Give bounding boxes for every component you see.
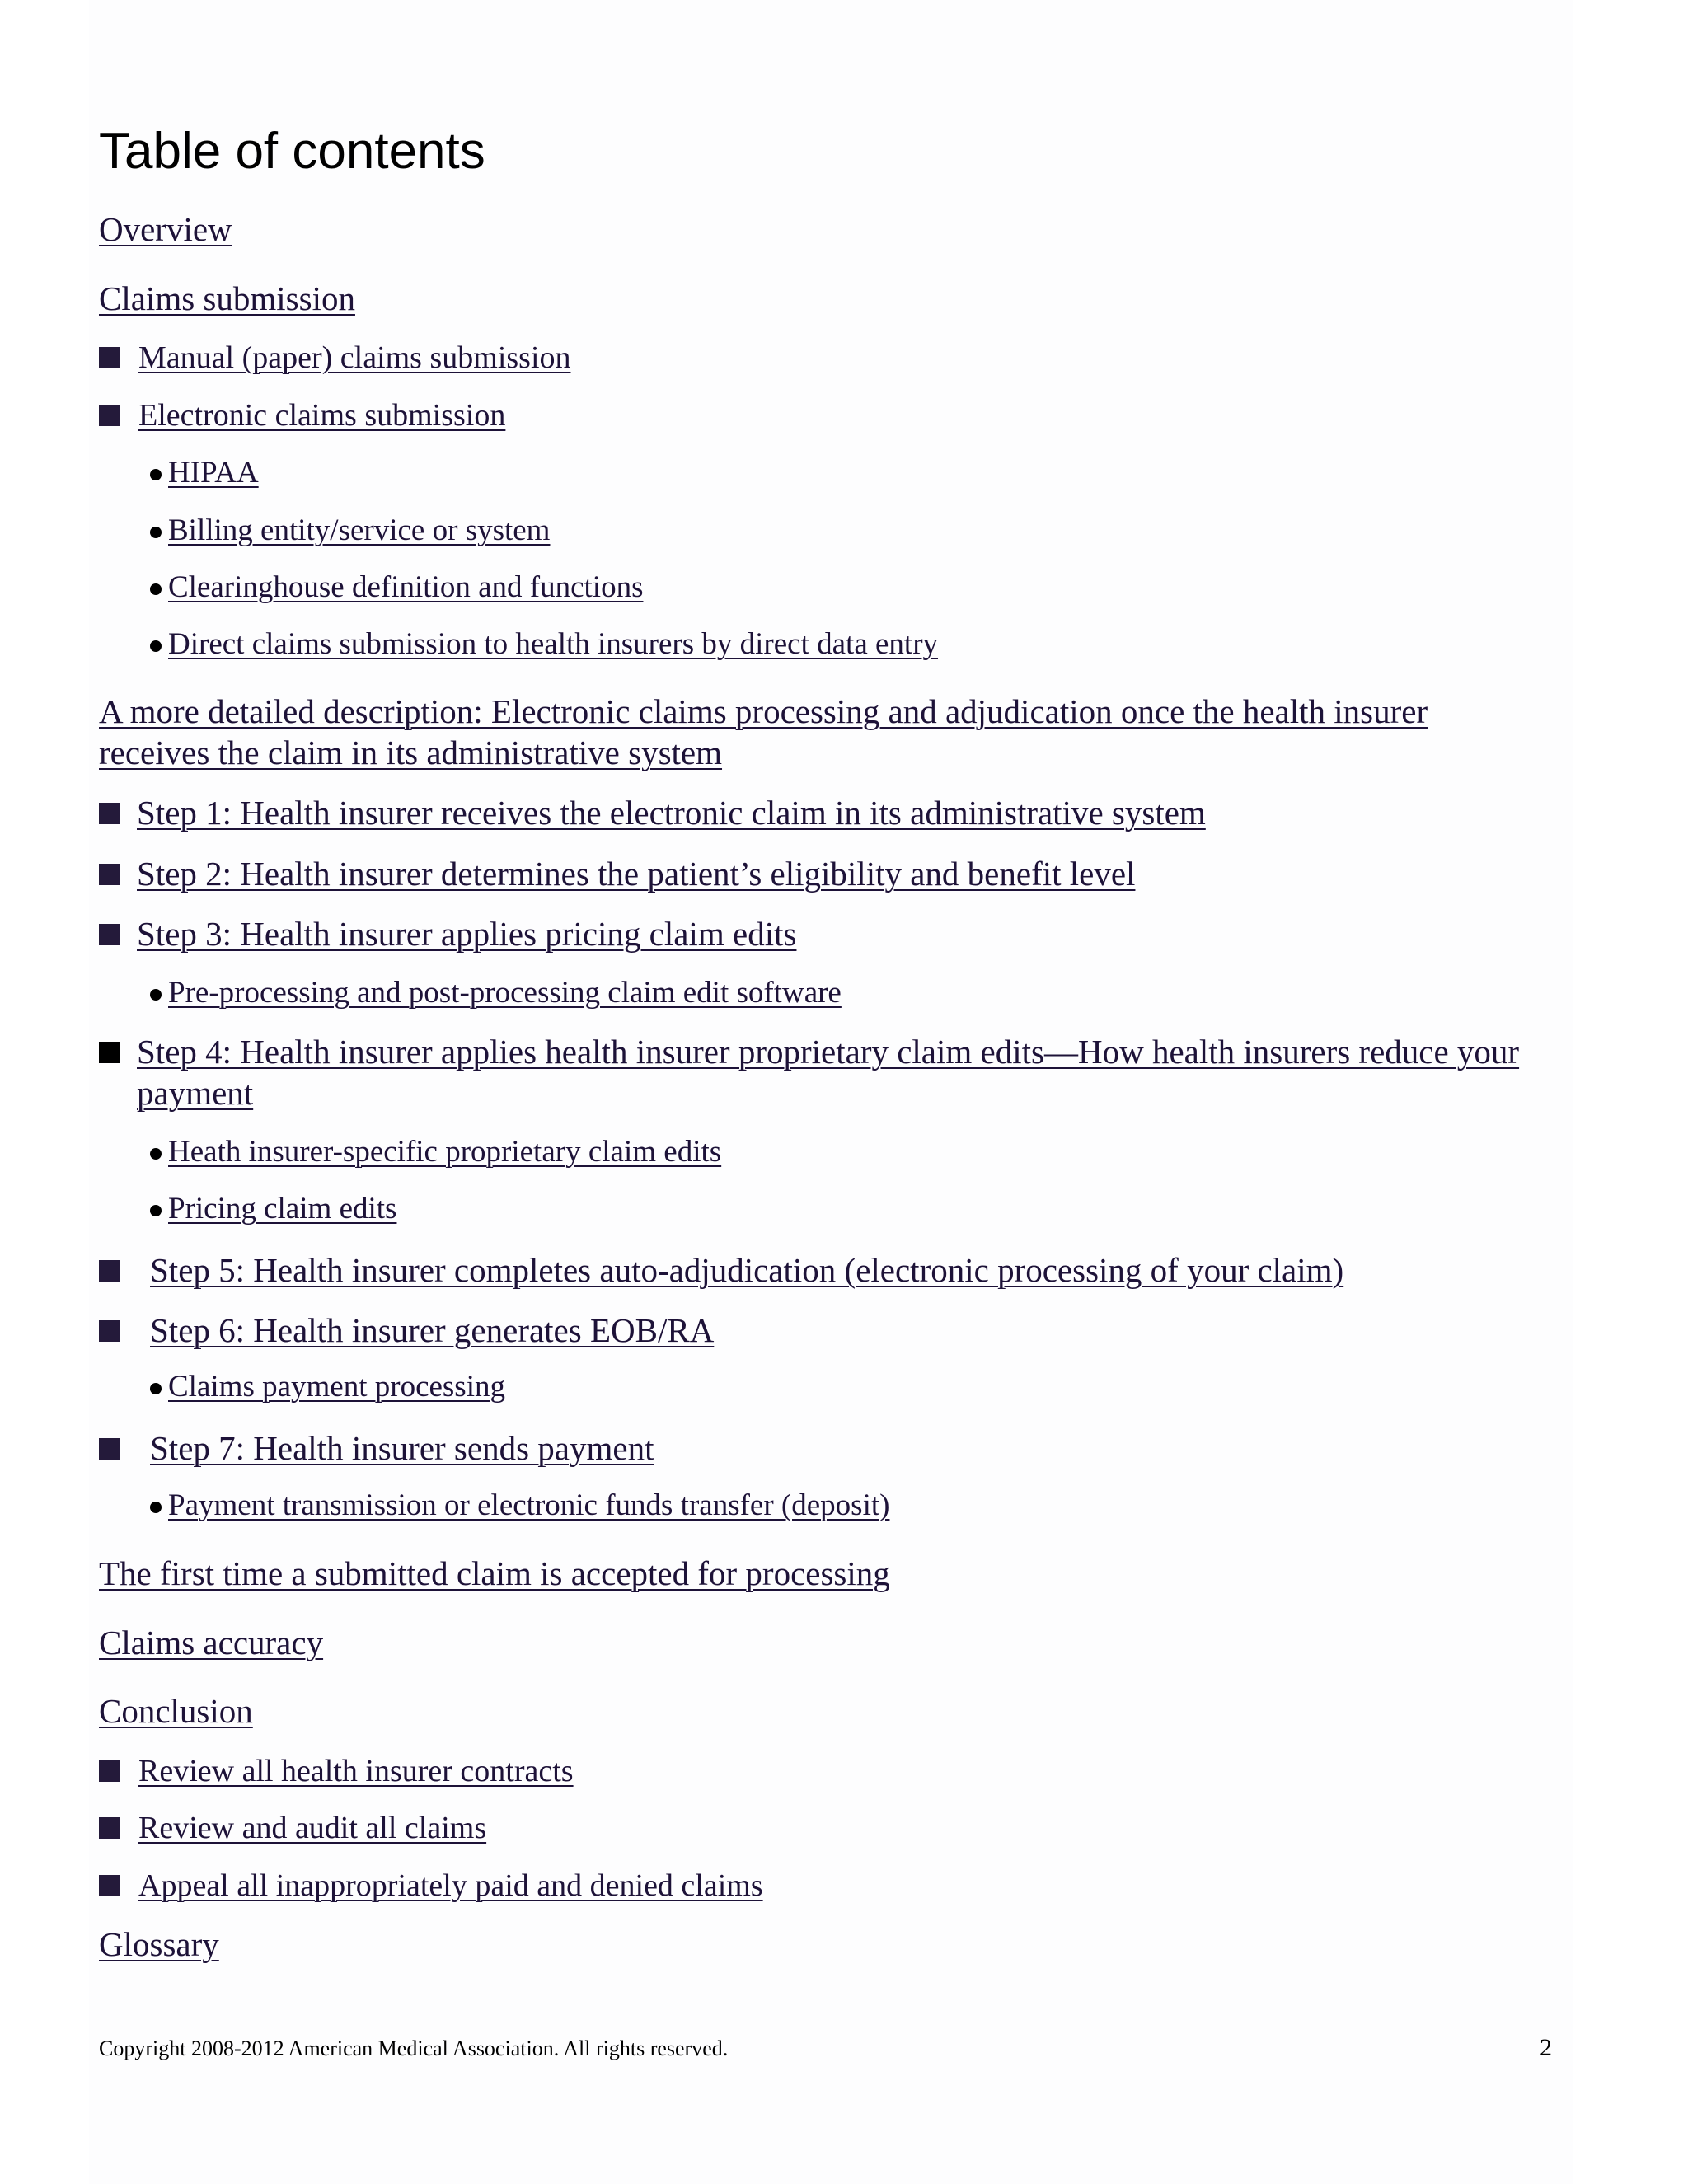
toc-item-step-4[interactable]: [99, 1031, 1550, 1113]
toc-link-step-5[interactable]: Step 5: Health insurer completes auto-adjudication (electronic processing of your claim): [150, 1251, 1344, 1289]
square-bullet-icon: [99, 924, 120, 945]
square-bullet-icon: [99, 1260, 120, 1282]
dot-bullet-icon: [150, 640, 162, 652]
page-title: Table of contents: [99, 123, 485, 180]
square-bullet-icon: [99, 803, 120, 824]
toc-item-manual-claims[interactable]: [99, 338, 571, 377]
toc-link-electronic-claims[interactable]: Electronic claims submission: [138, 398, 506, 433]
dot-bullet-icon: [150, 1502, 162, 1513]
toc-link-claims-submission[interactable]: Claims submission: [99, 279, 355, 317]
toc-item-review-contracts[interactable]: [99, 1751, 574, 1791]
toc-link-heath-specific[interactable]: Heath insurer-specific proprietary claim edits: [168, 1135, 722, 1169]
toc-item-pricing-edits[interactable]: [150, 1190, 396, 1228]
toc-link-preprocessing[interactable]: Pre-processing and post-processing claim edit software: [168, 976, 842, 1010]
square-bullet-icon: [99, 864, 120, 885]
dot-bullet-icon: [150, 527, 162, 538]
square-bullet-icon: [99, 1320, 120, 1342]
toc-item-step-2[interactable]: [99, 853, 1135, 894]
toc-item-billing-entity[interactable]: [150, 512, 550, 550]
square-bullet-icon: [99, 347, 120, 368]
toc-item-first-time[interactable]: [99, 1553, 890, 1594]
square-bullet-icon: [99, 1042, 120, 1063]
toc-link-manual-claims[interactable]: Manual (paper) claims submission: [138, 340, 571, 375]
toc-link-step-3[interactable]: Step 3: Health insurer applies pricing claim edits: [137, 915, 797, 953]
dot-bullet-icon: [150, 1383, 162, 1394]
toc-item-glossary[interactable]: [99, 1924, 219, 1965]
square-bullet-icon: [99, 1817, 120, 1839]
toc-item-hipaa[interactable]: [150, 454, 259, 492]
toc-link-detailed-description[interactable]: A more detailed description: Electronic claims processing and adjudication once the health insurer receives the claim in its administrative system: [99, 692, 1428, 771]
toc-link-claims-accuracy[interactable]: Claims accuracy: [99, 1624, 324, 1661]
toc-item-step-3[interactable]: [99, 913, 796, 954]
toc-link-review-audit[interactable]: Review and audit all claims: [138, 1811, 487, 1845]
toc-item-direct-submission[interactable]: [150, 626, 938, 663]
toc-item-review-audit[interactable]: [99, 1808, 486, 1848]
toc-item-detailed-description[interactable]: [99, 691, 1533, 773]
square-bullet-icon: [99, 405, 120, 426]
toc-link-step-2[interactable]: Step 2: Health insurer determines the patient’s eligibility and benefit level: [137, 855, 1136, 893]
toc-item-claims-payment[interactable]: [150, 1368, 505, 1406]
toc-link-step-4[interactable]: Step 4: Health insurer applies health insurer proprietary claim edits—How health insurers reduce your payment: [137, 1033, 1520, 1112]
toc-link-direct-submission[interactable]: Direct claims submission to health insurers by direct data entry: [168, 627, 939, 661]
toc-item-step-1[interactable]: [99, 792, 1206, 833]
toc-link-claims-payment[interactable]: Claims payment processing: [168, 1370, 505, 1404]
square-bullet-icon: [99, 1760, 120, 1782]
toc-item-claims-accuracy[interactable]: [99, 1622, 323, 1663]
toc-link-step-1[interactable]: Step 1: Health insurer receives the electronic claim in its administrative system: [137, 794, 1206, 832]
toc-link-conclusion[interactable]: Conclusion: [99, 1692, 253, 1730]
toc-link-payment-transmission[interactable]: Payment transmission or electronic funds transfer (deposit): [168, 1488, 890, 1522]
toc-link-step-7[interactable]: Step 7: Health insurer sends payment: [150, 1429, 654, 1467]
dot-bullet-icon: [150, 1205, 162, 1216]
toc-item-heath-specific[interactable]: [150, 1133, 721, 1171]
toc-item-overview[interactable]: [99, 209, 232, 250]
dot-bullet-icon: [150, 989, 162, 1001]
toc-link-first-time[interactable]: The first time a submitted claim is accepted for processing: [99, 1554, 890, 1592]
toc-item-step-5[interactable]: [99, 1249, 1343, 1291]
square-bullet-icon: [99, 1875, 120, 1896]
toc-link-pricing-edits[interactable]: Pricing claim edits: [168, 1192, 397, 1226]
toc-link-hipaa[interactable]: HIPAA: [168, 456, 259, 490]
toc-item-payment-transmission[interactable]: [150, 1487, 889, 1525]
toc-item-step-6[interactable]: [99, 1310, 714, 1351]
toc-item-conclusion[interactable]: [99, 1690, 253, 1732]
toc-link-review-contracts[interactable]: Review all health insurer contracts: [138, 1754, 574, 1788]
toc-item-claims-submission[interactable]: [99, 278, 355, 319]
toc-link-glossary[interactable]: Glossary: [99, 1925, 219, 1963]
footer-copyright: Copyright 2008-2012 American Medical Association. All rights reserved.: [99, 2036, 729, 2060]
toc-item-step-7[interactable]: [99, 1427, 654, 1469]
dot-bullet-icon: [150, 469, 162, 480]
dot-bullet-icon: [150, 583, 162, 595]
toc-item-appeal[interactable]: [99, 1866, 763, 1905]
toc-item-clearinghouse[interactable]: [150, 569, 643, 607]
toc-link-appeal[interactable]: Appeal all inappropriately paid and denied claims: [138, 1868, 763, 1903]
page-number: 2: [1540, 2034, 1552, 2061]
toc-link-billing-entity[interactable]: Billing entity/service or system: [168, 513, 551, 547]
toc-link-step-6[interactable]: Step 6: Health insurer generates EOB/RA: [150, 1311, 715, 1349]
toc-item-electronic-claims[interactable]: [99, 396, 505, 435]
toc-link-overview[interactable]: Overview: [99, 210, 232, 248]
square-bullet-icon: [99, 1438, 120, 1460]
toc-item-preprocessing[interactable]: [150, 974, 842, 1012]
toc-link-clearinghouse[interactable]: Clearinghouse definition and functions: [168, 570, 644, 604]
dot-bullet-icon: [150, 1148, 162, 1160]
